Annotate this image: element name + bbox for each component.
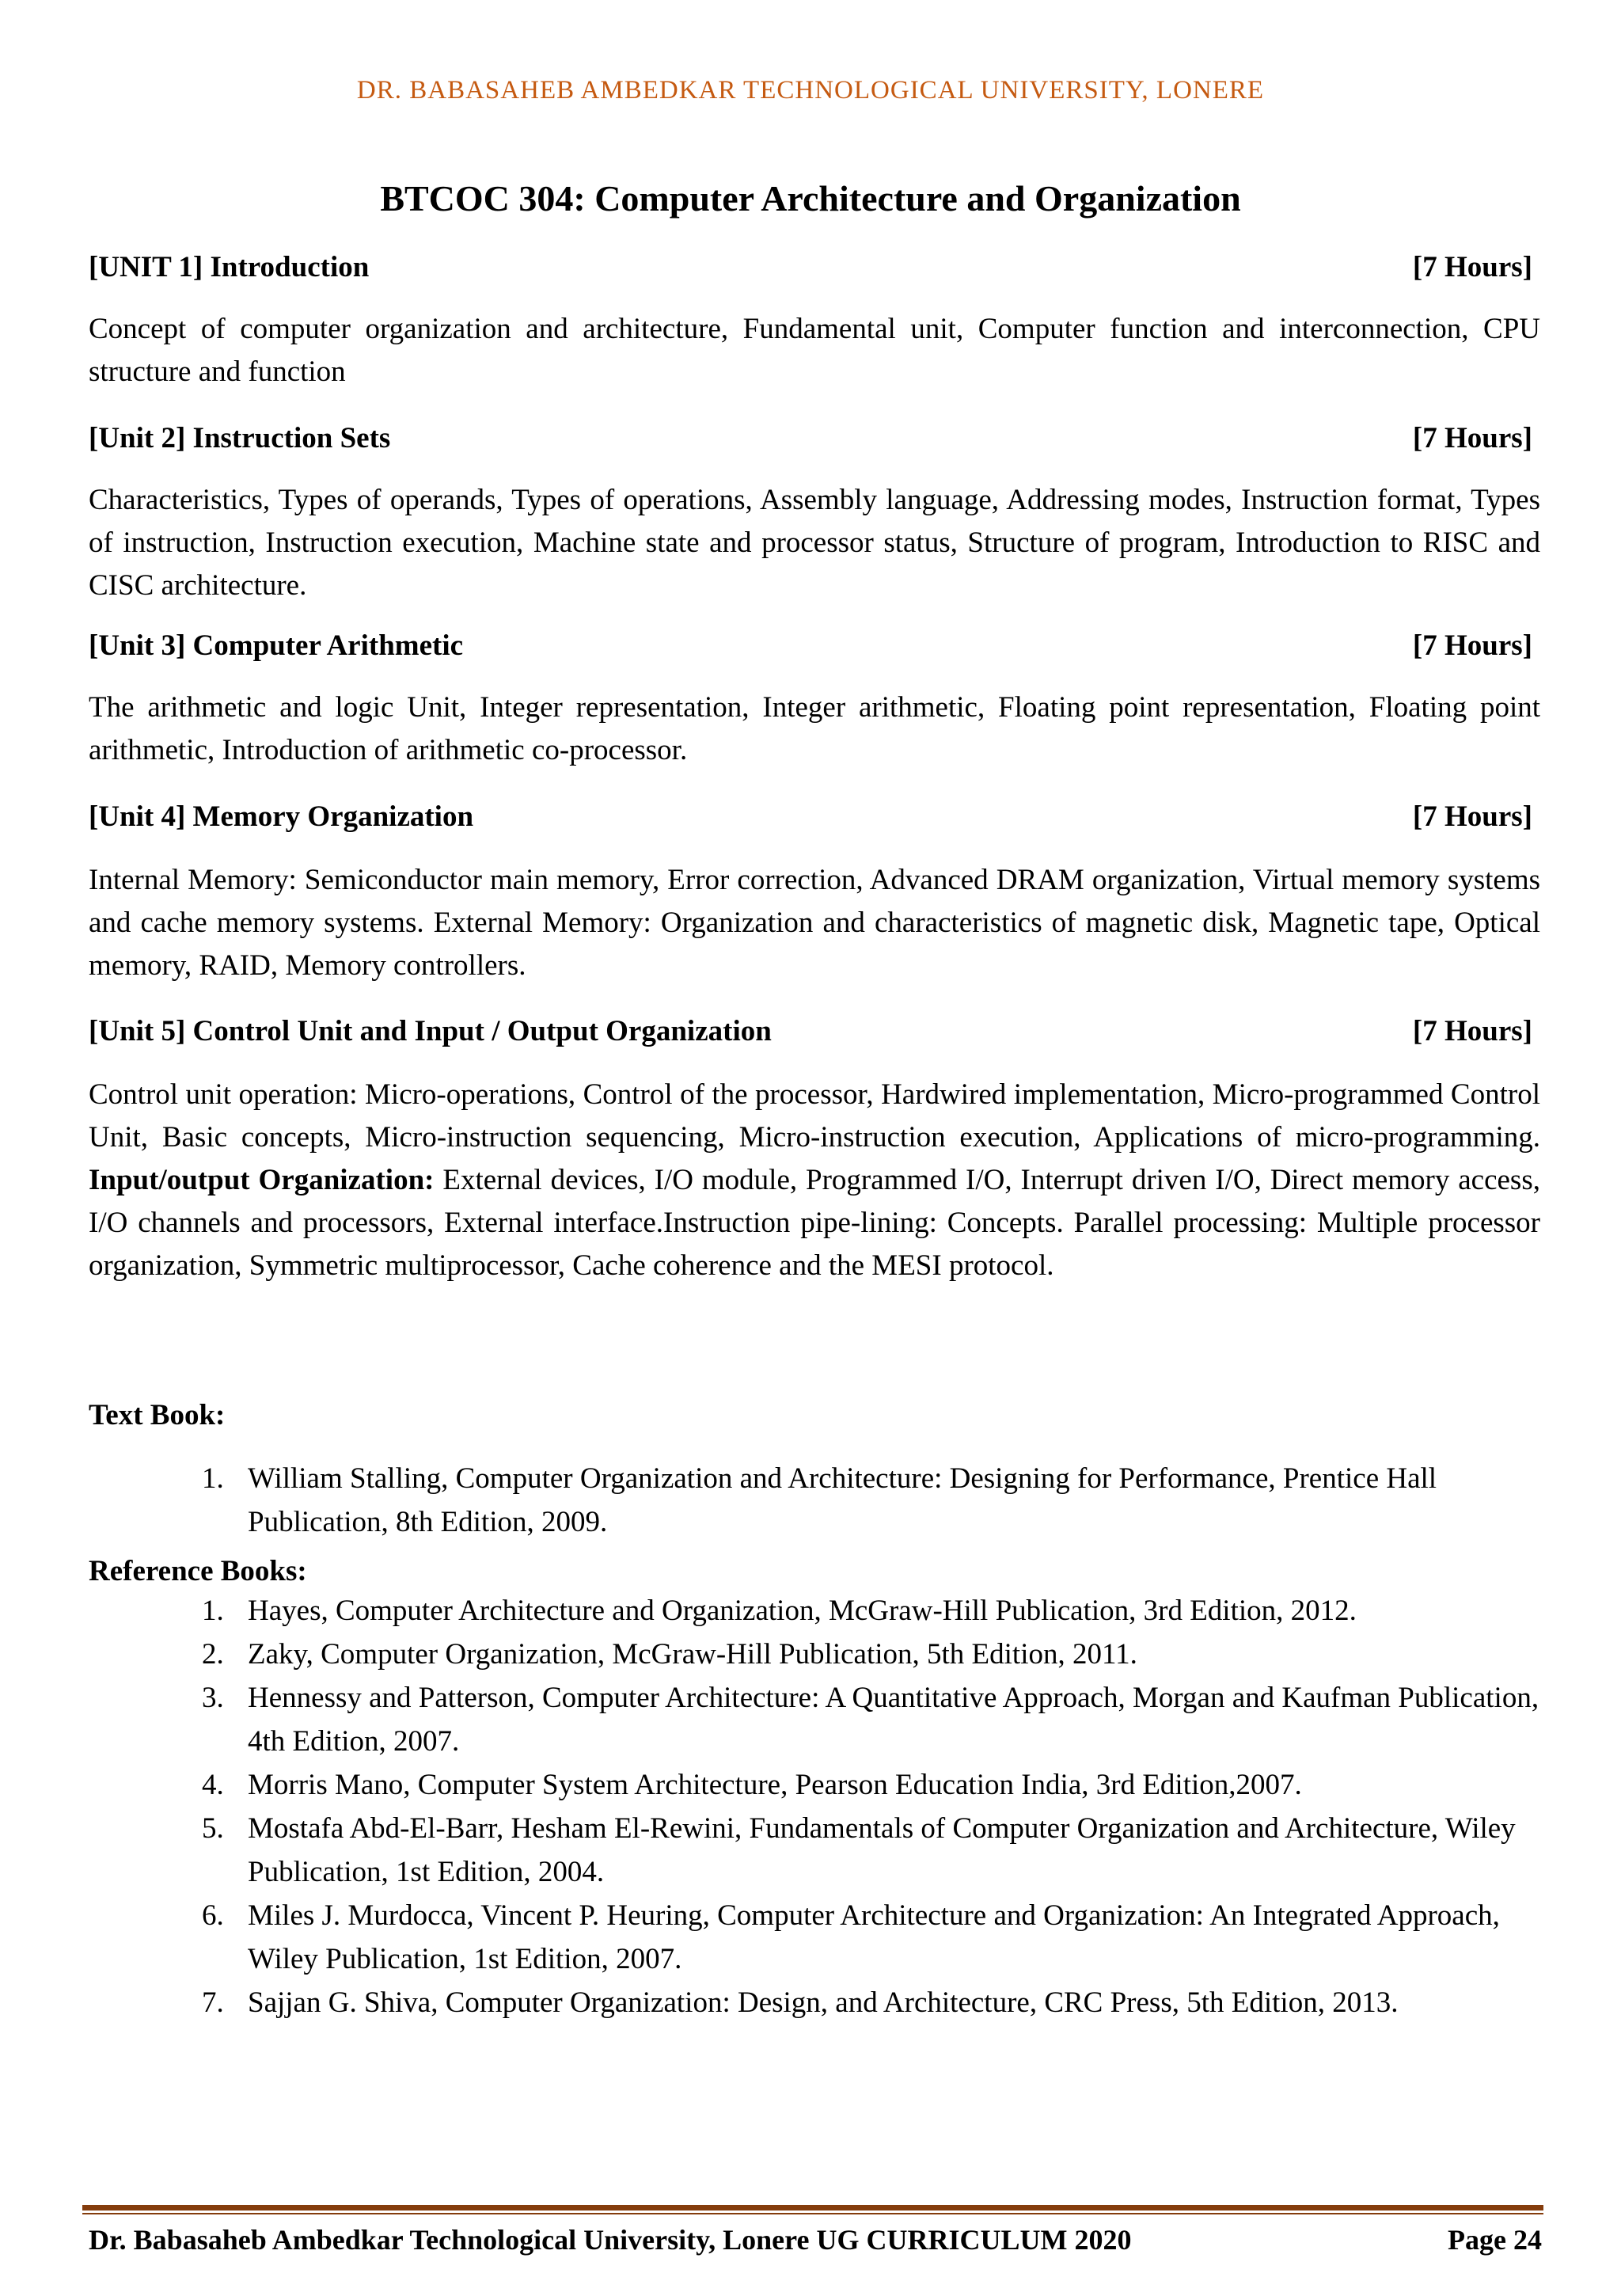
unit-3-heading-row	[89, 629, 1532, 663]
unit-3-heading: [Unit 3] Computer Arithmetic	[89, 629, 464, 662]
list-item-number: 2.	[202, 1638, 224, 1671]
list-item-number: 1.	[202, 1462, 224, 1495]
unit-4-heading: [Unit 4] Memory Organization	[89, 800, 474, 833]
list-item-text: Hayes, Computer Architecture and Organization, McGraw-Hill Publication, 3rd Edition, 2012.	[248, 1595, 1357, 1627]
unit-5-content-bold: Input/output Organization:	[89, 1164, 435, 1196]
list-item-number: 3.	[202, 1682, 224, 1714]
unit-4-heading-row	[89, 800, 1532, 834]
unit-2-heading-row	[89, 421, 1532, 456]
list-item-text: Zaky, Computer Organization, McGraw-Hill Publication, 5th Edition, 2011.	[248, 1638, 1137, 1671]
university-header: DR. BABASAHEB AMBEDKAR TECHNOLOGICAL UNIVERSITY, LONERE	[356, 76, 1265, 105]
list-item	[202, 1894, 1547, 1981]
reference-books-list	[202, 1589, 1547, 2024]
unit-1-hours: [7 Hours]	[1412, 251, 1532, 283]
unit-1-heading-row	[89, 250, 1532, 285]
footer-divider-thin	[82, 2213, 1543, 2214]
unit-2-heading: [Unit 2] Instruction Sets	[89, 422, 391, 454]
footer-title: Dr. Babasaheb Ambedkar Technological University, Lonere UG CURRICULUM 2020	[89, 2224, 1132, 2256]
list-item-text: Mostafa Abd-El-Barr, Hesham El-Rewini, Fundamentals of Computer Organization and Architecture, Wiley Publication, 1st Edition, 2004.	[248, 1812, 1516, 1888]
list-item	[202, 1981, 1547, 2024]
list-item	[202, 1676, 1547, 1763]
text-book-label: Text Book:	[89, 1399, 226, 1431]
list-item	[202, 1457, 1547, 1544]
unit-5-content-part1: Control unit operation: Micro-operations, Control of the processor, Hardwired implementation, Micro-programmed Control Unit, Basic concepts, Micro-instruction sequencing, Micro-instruction execution, Applications of micro-programming.	[89, 1078, 1540, 1154]
page-number: Page 24	[1448, 2224, 1542, 2256]
unit-5-content-part2: External devices, I/O module, Programmed I/O, Interrupt driven I/O, Direct memory access, I/O channels and processors, External interface.Instruction pipe-lining: Concepts. Parallel processing: Multiple processor organization, Symmetric multiprocessor, Cache coherence and the MESI protocol.	[89, 1164, 1540, 1282]
list-item-number: 5.	[202, 1812, 224, 1845]
list-item-text: Hennessy and Patterson, Computer Architecture: A Quantitative Approach, Morgan and Kaufman Publication, 4th Edition, 2007.	[248, 1682, 1539, 1758]
unit-2-hours: [7 Hours]	[1412, 422, 1532, 454]
unit-3-hours: [7 Hours]	[1412, 629, 1532, 662]
unit-4-hours: [7 Hours]	[1412, 800, 1532, 833]
list-item	[202, 1589, 1547, 1633]
unit-4-content: Internal Memory: Semiconductor main memory, Error correction, Advanced DRAM organization, Virtual memory systems and cache memory systems. External Memory: Organization and characteristics of magnetic disk, Magnetic tape, Optical memory, RAID, Memory controllers.	[89, 864, 1540, 982]
list-item-text: Sajjan G. Shiva, Computer Organization: Design, and Architecture, CRC Press, 5th Edition, 2013.	[248, 1986, 1399, 2019]
course-title: BTCOC 304: Computer Architecture and Organization	[380, 178, 1241, 219]
reference-books-label: Reference Books:	[89, 1555, 307, 1587]
unit-5-content	[89, 1074, 1540, 1287]
list-item	[202, 1763, 1547, 1807]
unit-1-content: Concept of computer organization and architecture, Fundamental unit, Computer function and interconnection, CPU structure and function	[89, 313, 1540, 388]
list-item-text: William Stalling, Computer Organization and Architecture: Designing for Performance, Prentice Hall Publication, 8th Edition, 2009.	[248, 1462, 1437, 1538]
text-book-list	[202, 1457, 1547, 1544]
list-item-text: Miles J. Murdocca, Vincent P. Heuring, Computer Architecture and Organization: An Integrated Approach, Wiley Publication, 1st Edition, 2007.	[248, 1899, 1500, 1975]
list-item-number: 1.	[202, 1595, 224, 1627]
list-item-number: 7.	[202, 1986, 224, 2019]
list-item-number: 4.	[202, 1769, 224, 1801]
unit-5-heading: [Unit 5] Control Unit and Input / Output Organization	[89, 1015, 772, 1047]
page-footer	[89, 2223, 1542, 2256]
unit-2-content: Characteristics, Types of operands, Types of operations, Assembly language, Addressing modes, Instruction format, Types of instruction, Instruction execution, Machine state and processor status, Structure of program, Introduction to RISC and CISC architecture.	[89, 484, 1540, 602]
unit-5-heading-row	[89, 1014, 1532, 1049]
list-item-number: 6.	[202, 1899, 224, 1932]
list-item	[202, 1633, 1547, 1676]
footer-divider-thick	[82, 2205, 1543, 2210]
unit-3-content: The arithmetic and logic Unit, Integer representation, Integer arithmetic, Floating point representation, Floating point arithmetic, Introduction of arithmetic co-processor.	[89, 691, 1540, 766]
list-item	[202, 1807, 1547, 1894]
list-item-text: Morris Mano, Computer System Architecture, Pearson Education India, 3rd Edition,2007.	[248, 1769, 1302, 1801]
unit-1-heading: [UNIT 1] Introduction	[89, 251, 370, 283]
unit-5-hours: [7 Hours]	[1412, 1015, 1532, 1047]
